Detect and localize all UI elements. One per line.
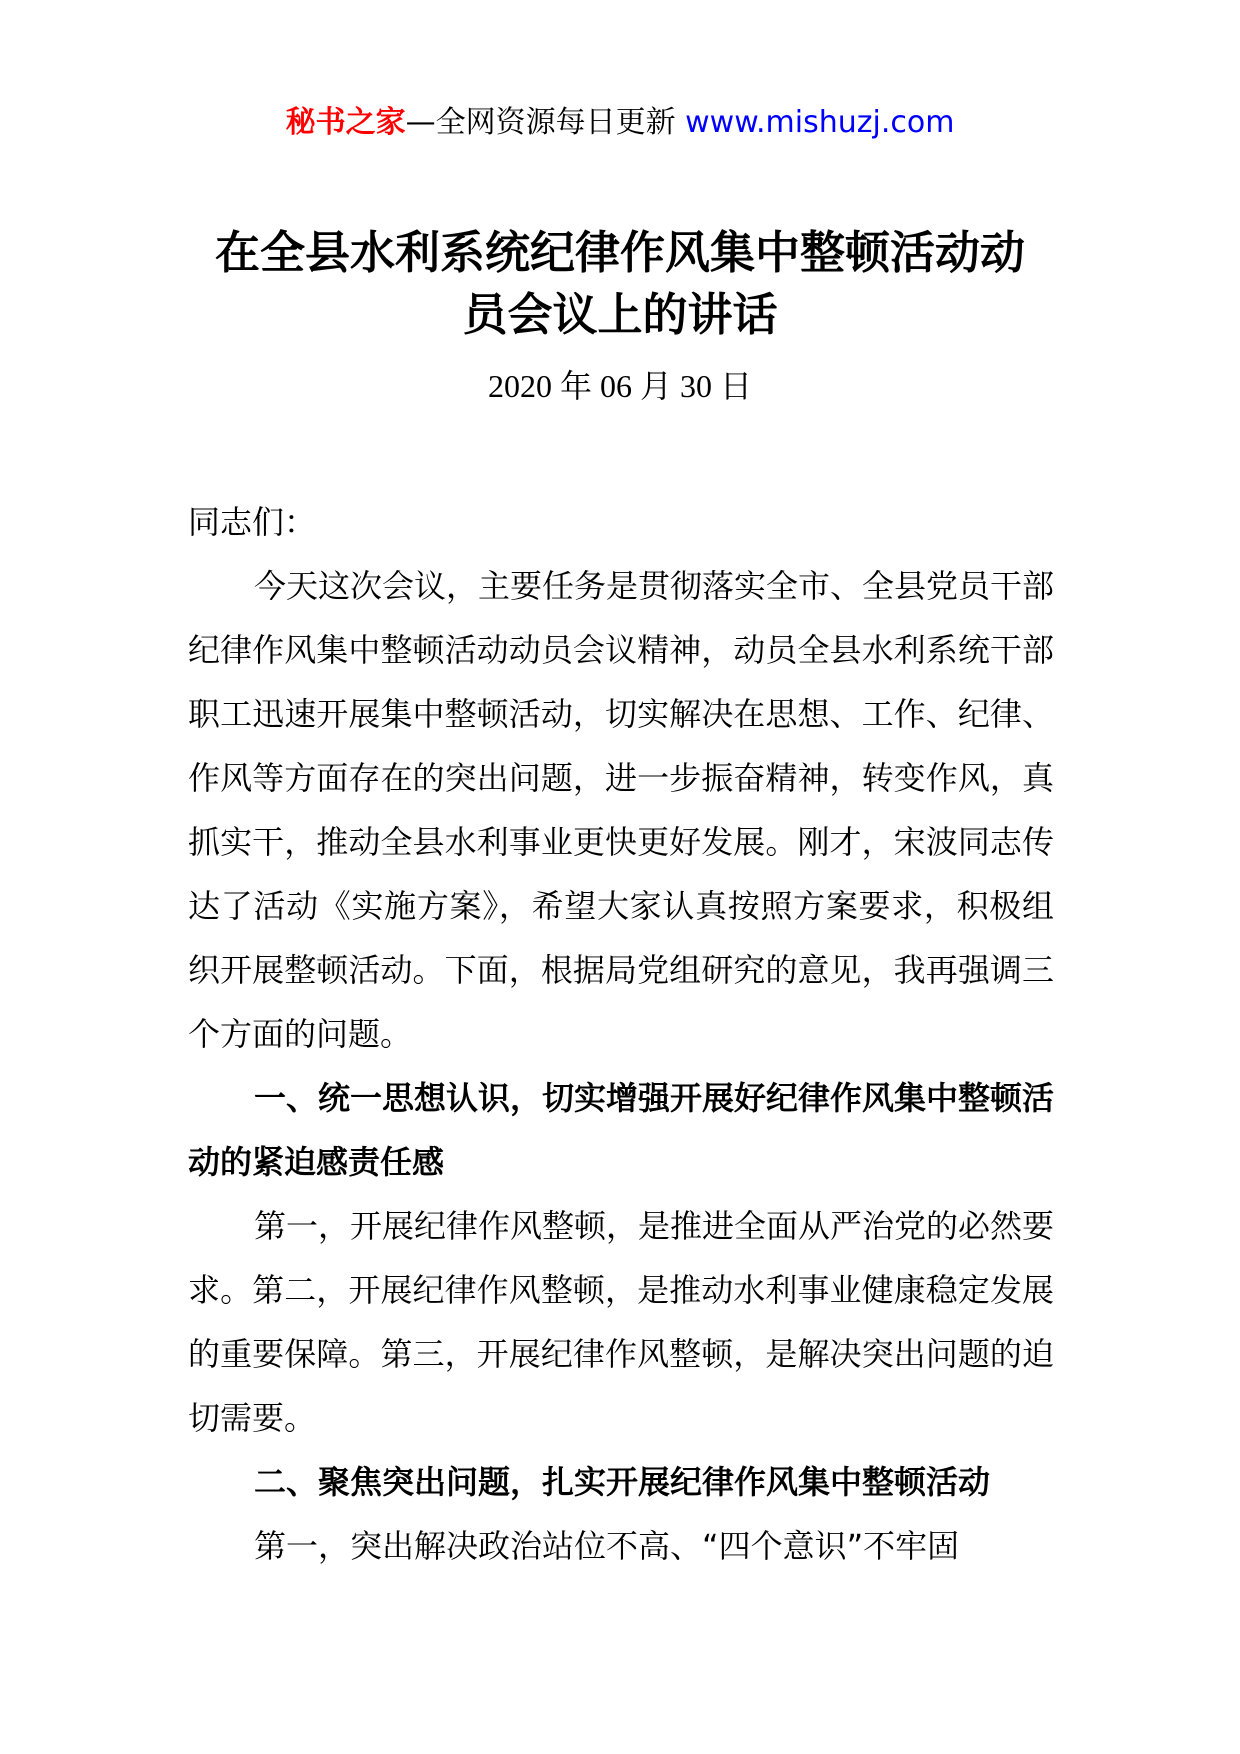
section-1-heading: 一、统一思想认识，切实增强开展好纪律作风集中整顿活动的紧迫感责任感 xyxy=(188,1079,1055,1181)
document-body xyxy=(188,490,1054,1578)
title-line-2: 员会议上的讲话 xyxy=(462,288,778,341)
site-slogan: —全网资源每日更新 xyxy=(405,105,686,140)
salutation: 同志们： xyxy=(188,503,317,541)
document-title xyxy=(190,222,1050,346)
section-2-paragraph: 第一，突出解决政治站位不高、“四个意识”不牢固 xyxy=(254,1527,960,1565)
intro-paragraph: 今天这次会议，主要任务是贯彻落实全市、全县党员干部纪律作风集中整顿活动动员会议精神，动员全县水利系统干部职工迅速开展集中整顿活动，切实解决在思想、工作、纪律、作风等方面存在的突出问题，进一步振奋精神，转变作风，真抓实干，推动全县水利事业更快更好发展。刚才，宋波同志传达了活动《实施方案》，希望大家认真按照方案要求，积极组织开展整顿活动。下面，根据局党组研究的意见，我再强调三个方面的问题。 xyxy=(188,567,1055,1053)
section-2-heading: 二、聚焦突出问题，扎实开展纪律作风集中整顿活动 xyxy=(254,1463,991,1501)
site-header xyxy=(0,100,1240,146)
site-url-link[interactable]: www.mishuzj.com xyxy=(685,105,955,140)
title-line-1: 在全县水利系统纪律作风集中整顿活动动 xyxy=(214,226,1025,279)
section-1-paragraph: 第一，开展纪律作风整顿，是推进全面从严治党的必然要求。第二，开展纪律作风整顿，是推动水利事业健康稳定发展的重要保障。第三，开展纪律作风整顿，是解决突出问题的迫切需要。 xyxy=(188,1207,1055,1437)
brand-name: 秘书之家 xyxy=(285,105,406,140)
document-date: 2020 年 06 月 30 日 xyxy=(487,368,752,404)
